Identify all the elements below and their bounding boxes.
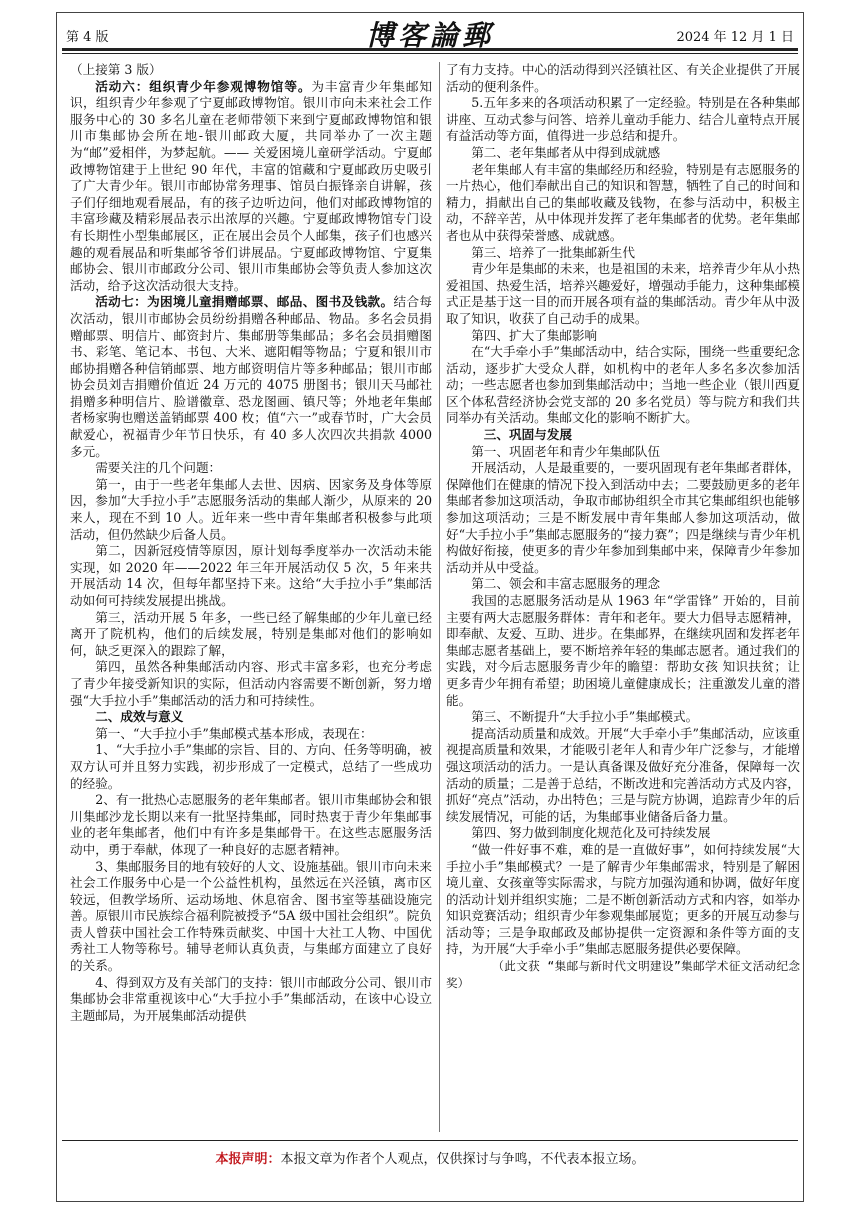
body-paragraph: 老年集邮人有丰富的集邮经历和经验，特别是有志愿服务的一片热心，他们奉献出自己的知识和智慧，牺牲了自己的时间和精力，捐献出自己的集邮收藏及钱物，在参与活动中，积极主动，不辞辛苦，从中体现并发挥了老年集邮者的优势。老年集邮者也从中获得荣誉感、成就感。 [446, 161, 800, 243]
masthead-title: 博客論郵 [365, 19, 494, 52]
header-rule-thin [62, 53, 798, 54]
body-paragraph: 提高活动质量和成效。开展“大手牵小手”集邮活动，应该重视提高质量和效果，才能吸引老年人和青少年广泛参与，才能增强这项活动的活力。一是认真备课及做好充分准备，保障每一次活动的质量；二是善于总结，不断改进和完善活动方式及内容，抓好“亮点”活动，办出特色；三是与院方协调，追踪青少年的后续发展情况，可能的话，为集邮事业储备后备力量。 [446, 725, 800, 824]
body-paragraph: 我国的志愿服务活动是从 1963 年“学雷锋” 开始的，目前主要有两大志愿服务群体：青年和老年。要大力倡导志愿精神，即奉献、友爱、互助、进步。在集邮界，在继续巩固和发挥老年集邮志愿者基础上，要不断培养年轻的集邮志愿者。通过我们的实践，对今后志愿服务青少年的瞻望：帮助女孩 知识扶贫；让更多青少年拥有希望；助困境儿童健康成长；注重激发儿童的潜能。 [446, 593, 800, 708]
continuation-text: （上接第 3 版） [70, 62, 162, 77]
subsection-heading: 第三、不断提升“大手拉小手”集邮模式。 [471, 709, 699, 725]
subsection-heading: 第二、领会和丰富志愿服务的理念 [471, 576, 661, 592]
body-paragraph: 第一、“大手拉小手”集邮模式基本形成，表现在： [95, 725, 373, 741]
footer-statement-text: 本报文章为作者个人观点，仅供探讨与争鸣，不代表本报立场。 [280, 1152, 645, 1167]
footer-rule [62, 1140, 798, 1141]
article-column-left [70, 62, 432, 1152]
subsection-heading: 需要关注的几个问题： [95, 460, 222, 476]
section-heading: 二、成效与意义 [95, 709, 184, 725]
body-paragraph: 3、集邮服务目的地有较好的人文、设施基础。银川市向未来社会工作服务中心是一个公益性机构，虽然远在兴泾镇，离市区较远，但教学场所、运动场地、休息宿舍、图书室等基础设施完善。原银川市民族综合福利院被授予“5A 级中国社会组织”。院负责人曾获中国社会工作特殊贡献奖、中国十大社工人物、中国优秀社工人物等称号。辅导老师认真负责，与集邮方面建立了良好的关系。 [70, 858, 432, 974]
body-paragraph: 1、“大手拉小手”集邮的宗旨、目的、方向、任务等明确，被双方认可并且努力实践，初步形成了一定模式，总结了一些成功的经验。 [70, 742, 432, 791]
body-paragraph: 青少年是集邮的未来，也是祖国的未来，培养青少年从小热爱祖国、热爱生活，培养兴趣爱好，增强动手能力，这种集邮模式正是基于这一目的而开展各项有益的集邮活动。青少年从中汲取了知识，收获了自己动手的成果。 [446, 261, 800, 326]
body-paragraph: 在“大手牵小手”集邮活动中，结合实际，围绕一些重要纪念活动，逐步扩大受众人群，如机构中的老年人多名多次参加活动；一些志愿者也参加到集邮活动中；当地一些企业（银川西夏区个体私营经济协会党支部的 20 多名党员）等与院方和我们共同举办有关活动。集邮文化的影响不断扩大。 [446, 344, 800, 426]
subsection-heading: 第四、努力做到制度化规范化及可持续发展 [471, 825, 711, 841]
activity-paragraph [70, 294, 432, 460]
continuation-text: 了有力支持。中心的活动得到兴泾镇社区、有关企业提供了开展活动的便利条件。 [446, 62, 800, 94]
article-column-right [446, 62, 800, 1152]
subsection-heading: 第四、扩大了集邮影响 [471, 327, 598, 343]
column-divider [439, 62, 440, 1132]
body-paragraph: 第三，活动开展 5 年多，一些已经了解集邮的少年儿童已经离开了院机构，他们的后续发展，特别是集邮对他们的影响如何，缺乏更深入的跟踪了解， [70, 609, 432, 658]
body-paragraph: 开展活动，人是最重要的，一要巩固现有老年集邮者群体，保障他们在健康的情况下投入到活动中去；二要鼓励更多的老年集邮者参加这项活动，争取市邮协组织全市其它集邮组织也能够参加这项活动；三是不断发展中青年集邮人参加这项活动，做好“大手拉小手”集邮志愿服务的“接力赛”；四是继续与青少年机构做好衔接，使更多的青少年参加到集邮中来，保障青少年参加活动并从中受益。 [446, 460, 800, 575]
subsection-heading: 第一、巩固老年和青少年集邮队伍 [471, 443, 661, 459]
body-paragraph: 第四，虽然各种集邮活动内容、形式丰富多彩，也充分考虑了青少年接受新知识的实际，但活动内容需要不断创新，努力增强“大手拉小手”集邮活动的活力和可持续性。 [70, 659, 432, 708]
activity-heading: 活动六：组织青少年参观博物馆等。 [95, 78, 312, 94]
body-paragraph: “做一件好事不难，难的是一直做好事”，如何持续发展“大手拉小手”集邮模式？一是了解青少年集邮需求，特别是了解困境儿童、女孩童等实际需求，与院方加强沟通和协调，做好年度的活动计划并组织实施；二是不断创新活动方式和内容，如举办知识竞赛活动；组织青少年参观集邮展览；更多的开展互动参与活动等；三是争取邮政及邮协提供一定资源和条件等方面的支持，为开展“大手牵小手”集邮志愿服务提供必要保障。 [446, 841, 800, 957]
body-paragraph: 4、得到双方及有关部门的支持：银川市邮政分公司、银川市集邮协会非常重视该中心“大手拉小手”集邮活动，在该中心设立主题邮局，为开展集邮活动提供 [70, 974, 432, 1023]
subsection-heading: 第二、老年集邮者从中得到成就感 [471, 144, 661, 160]
activity-text: 为丰富青少年集邮知识，组织青少年参观了宁夏邮政博物馆。银川市向未来社会工作服务中心的 30 多名儿童在老师带领下来到宁夏邮政博物馆和银川市集邮协会所在地-银川邮政大厦，共同举办了一次主题为“邮”爱相伴，为梦起航。—— 关爱困境儿童研学活动。宁夏邮政博物馆建于上世纪 90 年代，丰富的馆藏和宁夏邮政历史吸引了广大青少年。银川市邮协常务理事、馆员白振锋亲自讲解，孩子们仔细地观看展品，有的孩子边听边问，他们对邮政博物馆的丰富珍藏及精彩展品表示出浓厚的兴趣。宁夏邮政博物馆专门设有长期性小型集邮展区，正在展出会员个人邮集，孩子们也感兴趣的观看展品和听集邮爷爷们讲展品。宁夏邮政博物馆、宁夏集邮协会、银川市邮政分公司、银川市集邮协会等负责人参加这次活动，给予这次活动很大支持。 [70, 78, 432, 293]
edition-label: 第 4 版 [66, 30, 109, 45]
page-footer [62, 1148, 798, 1167]
page-header [64, 14, 796, 66]
body-paragraph: 第一，由于一些老年集邮人去世、因病、因家务及身体等原因，参加“大手拉小手”志愿服务活动的集邮人渐少，从原来的 20 来人，现在不到 10 人。近年来一些中青年集邮者积极参与此项活动，但仍然缺少后备人员。 [70, 476, 432, 542]
footer-statement-label: 本报声明： [215, 1152, 281, 1167]
issue-date: 2024 年 12 月 1 日 [676, 30, 794, 45]
section-heading: 三、巩固与发展 [483, 427, 572, 443]
body-paragraph: 5.五年多来的各项活动积累了一定经验。特别是在各种集邮讲座、互动式参与问答、培养儿童动手能力、结合儿童特点开展有益活动等方面，值得进一步总结和提升。 [446, 95, 800, 144]
activity-paragraph [70, 79, 432, 295]
body-paragraph: 2、有一批热心志愿服务的老年集邮者。银川市集邮协会和银川集邮沙龙长期以来有一批坚持集邮，同时热衷于青少年集邮事业的老年集邮者，他们中有许多是集邮骨干。在这些志愿服务活动中，勇于奉献，体现了一种良好的志愿者精神。 [70, 792, 432, 857]
activity-heading: 活动七：为困境儿童捐赠邮票、邮品、图书及钱款。 [95, 294, 394, 310]
header-rule [62, 48, 798, 51]
activity-text: 结合每次活动，银川市邮协会员纷纷捐赠各种邮品、物品。多名会员捐赠邮票、明信片、邮资封片、集邮册等集邮品；多名会员捐赠图书、彩笔、笔记本、书包、大米、遮阳帽等物品；宁夏和银川市邮协捐赠各种信销邮票、地方邮资明信片等多种邮品；银川市邮协会员刘吉捐赠价值近 24 万元的 4075 册图书；银川天马邮社捐赠多种明信片、脸谱徽章、恐龙图画、镇尺等；外地老年集邮者杨家驹也赠送盖销邮票 400 枚；值“六一”或春节时，广大会员献爱心，祝福青少年节日快乐，有 40 多人次四次共捐款 4000 多元。 [70, 294, 432, 459]
award-note: （此文获 “集邮与新时代文明建设”集邮学术征文活动纪念奖） [446, 959, 800, 990]
body-paragraph: 第二，因新冠疫情等原因，原计划每季度举办一次活动未能实现，如 2020 年——2022 年三年开展活动仅 5 次，5 年来共开展活动 14 次，但每年都坚持下来。这给“大手拉小手”集邮活动如何可持续发展提出挑战。 [70, 543, 432, 608]
subsection-heading: 第三、培养了一批集邮新生代 [471, 244, 635, 260]
